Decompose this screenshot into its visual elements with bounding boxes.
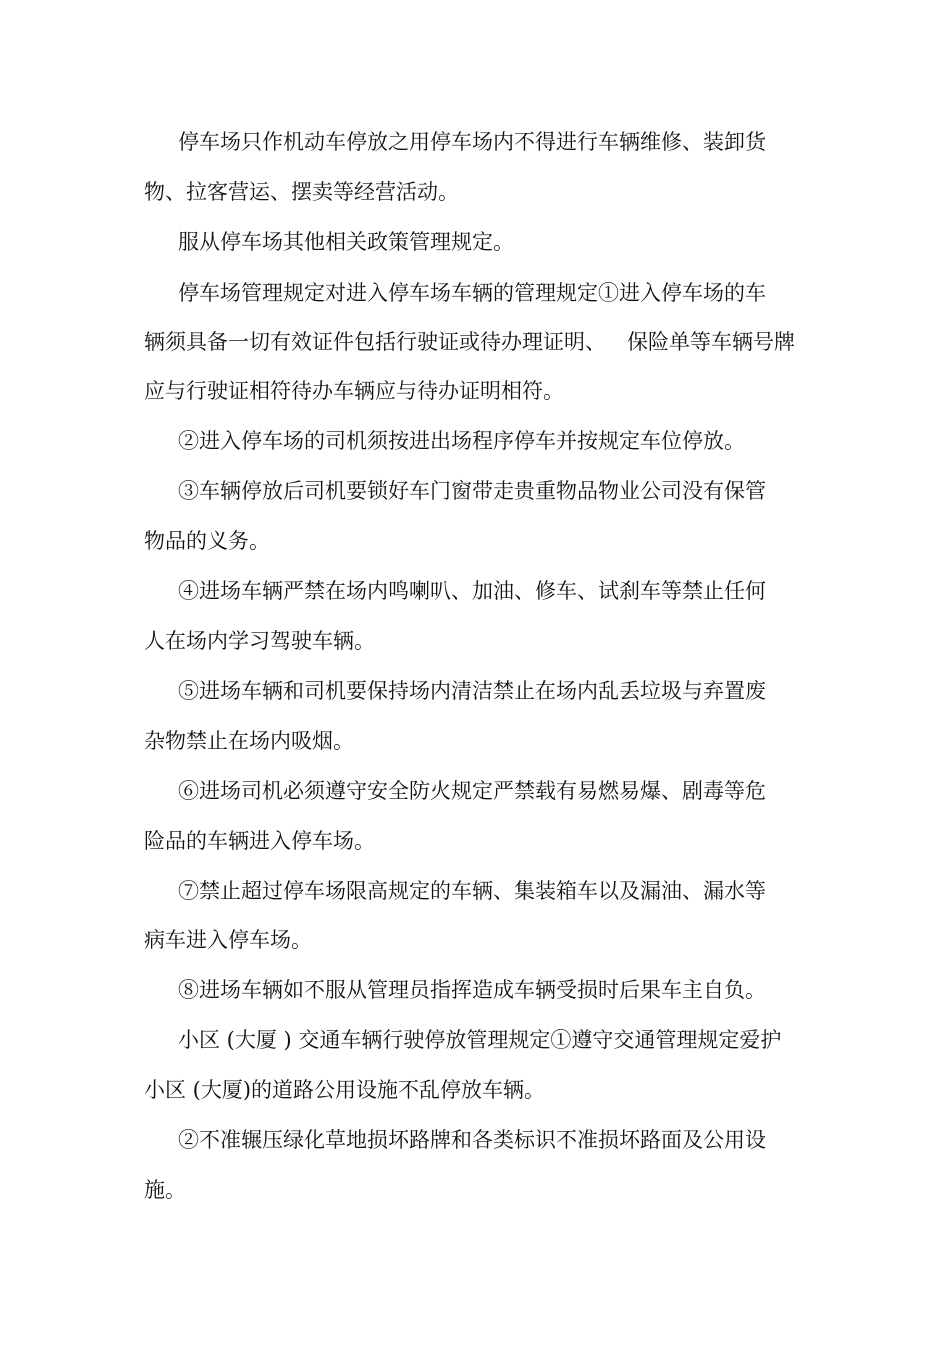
paragraph-3-line-1	[0, 278, 950, 308]
text-line: ③车辆停放后司机要锁好车门窗带走贵重物品物业公司没有保管	[178, 479, 766, 503]
text-line: 辆须具备一切有效证件包括行驶证或待办理证明、	[144, 330, 606, 354]
text-line: ⑤进场车辆和司机要保持场内清洁禁止在场内乱丢垃圾与弃置废	[178, 679, 766, 703]
text-line: 物、拉客营运、摆卖等经营活动。	[144, 180, 459, 204]
paragraph-3-line-2	[0, 327, 950, 357]
paragraph-11-line-2	[0, 1075, 950, 1105]
text-line: 险品的车辆进入停车场。	[144, 829, 375, 853]
text-line: 停车场管理规定对进入停车场车辆的管理规定①进入停车场的车	[178, 281, 766, 305]
text-line: 小区 (大厦 ) 交通车辆行驶停放管理规定①遵守交通管理规定爱护	[178, 1028, 782, 1052]
text-line: 人在场内学习驾驶车辆。	[144, 629, 375, 653]
paragraph-8-line-1	[0, 776, 950, 806]
text-line: 小区 (大厦)的道路公用设施不乱停放车辆。	[144, 1078, 546, 1102]
paragraph-1-line-2	[0, 177, 950, 207]
paragraph-9-line-2	[0, 925, 950, 955]
paragraph-5-line-2	[0, 526, 950, 556]
text-line: 停车场只作机动车停放之用停车场内不得进行车辆维修、装卸货	[178, 130, 766, 154]
paragraph-11-line-1	[0, 1025, 950, 1055]
paragraph-4-line-1	[0, 426, 950, 456]
paragraph-3-line-3	[0, 376, 950, 406]
text-line: ②不准辗压绿化草地损坏路牌和各类标识不准损坏路面及公用设	[178, 1128, 766, 1152]
text-line: 施。	[144, 1178, 186, 1202]
paragraph-5-line-1	[0, 476, 950, 506]
text-line: 服从停车场其他相关政策管理规定。	[178, 230, 514, 254]
paragraph-6-line-2	[0, 626, 950, 656]
text-line: 应与行驶证相符待办车辆应与待办证明相符。	[144, 379, 564, 403]
paragraph-6-line-1	[0, 576, 950, 606]
text-line: ⑧进场车辆如不服从管理员指挥造成车辆受损时后果车主自负。	[178, 978, 766, 1002]
text-line: 病车进入停车场。	[144, 928, 312, 952]
paragraph-12-line-2	[0, 1175, 950, 1205]
text-line: ②进入停车场的司机须按进出场程序停车并按规定车位停放。	[178, 429, 745, 453]
paragraph-2-line-1	[0, 227, 950, 257]
text-line: ⑥进场司机必须遵守安全防火规定严禁载有易燃易爆、剧毒等危	[178, 779, 766, 803]
text-line-segment: 保险单等车辆号牌	[627, 330, 795, 354]
text-line: 杂物禁止在场内吸烟。	[144, 729, 354, 753]
paragraph-7-line-1	[0, 676, 950, 706]
paragraph-1-line-1	[0, 127, 950, 157]
paragraph-12-line-1	[0, 1125, 950, 1155]
paragraph-8-line-2	[0, 826, 950, 856]
paragraph-10-line-1	[0, 975, 950, 1005]
paragraph-9-line-1	[0, 876, 950, 906]
text-line: 物品的义务。	[144, 529, 270, 553]
text-line: ④进场车辆严禁在场内鸣喇叭、加油、修车、试刹车等禁止任何	[178, 579, 766, 603]
text-line: ⑦禁止超过停车场限高规定的车辆、集装箱车以及漏油、漏水等	[178, 879, 766, 903]
paragraph-7-line-2	[0, 726, 950, 756]
